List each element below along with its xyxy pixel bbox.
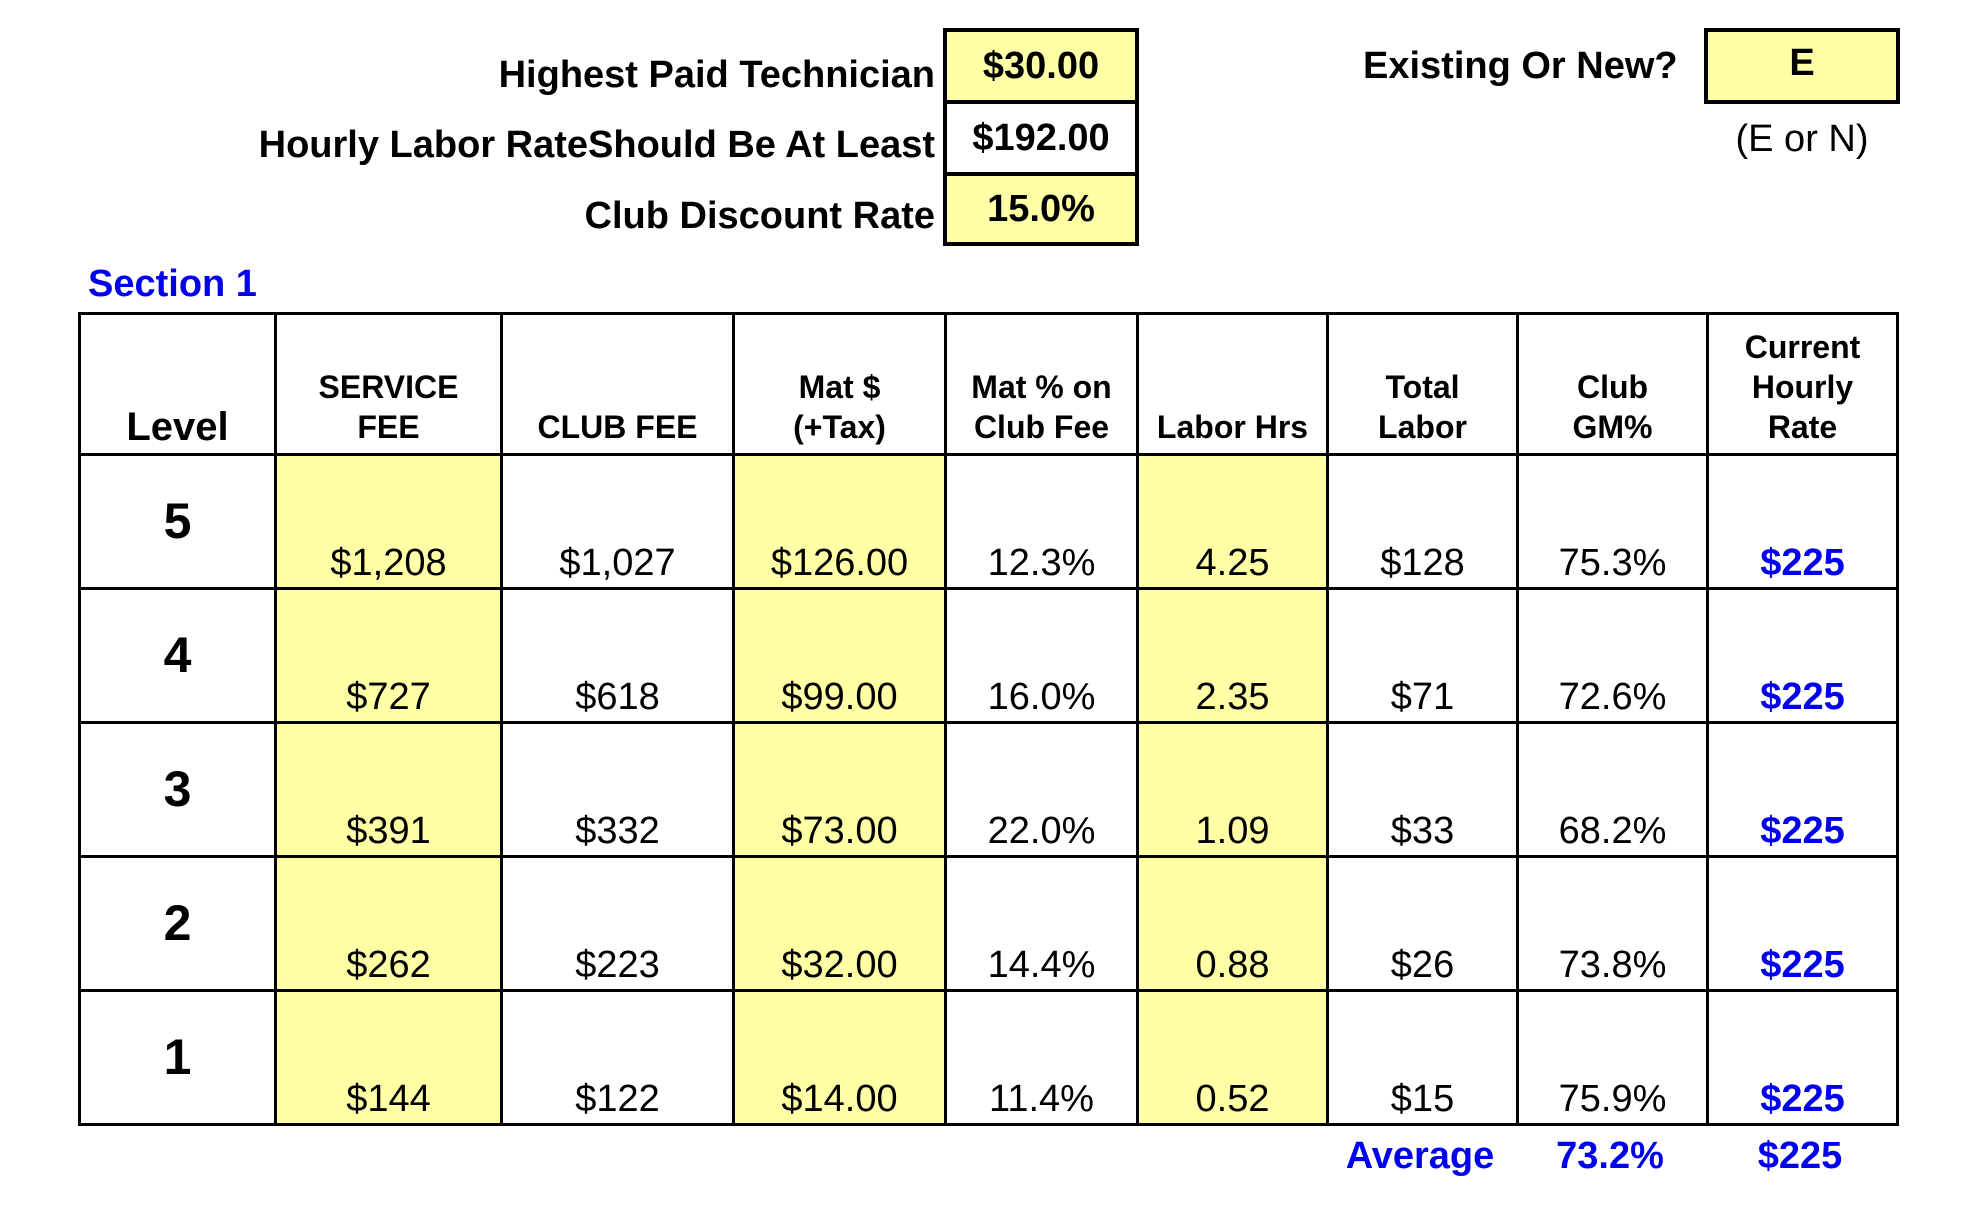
level-cell: 5 bbox=[80, 455, 276, 589]
club-fee-cell: $223 bbox=[502, 857, 734, 991]
labor-hrs-cell[interactable]: 4.25 bbox=[1138, 455, 1328, 589]
hourly-labor-rate-value: $192.00 bbox=[943, 100, 1139, 176]
pricing-table bbox=[78, 312, 1899, 1126]
mat-cell[interactable]: $14.00 bbox=[734, 991, 946, 1125]
existing-or-new-hint: (E or N) bbox=[1735, 118, 1869, 160]
service-fee-cell[interactable]: $262 bbox=[276, 857, 502, 991]
hourly-labor-rate-label: Hourly Labor RateShould Be At Least bbox=[258, 124, 935, 166]
club-gm-cell: 68.2% bbox=[1518, 723, 1708, 857]
hourly-rate-cell: $225 bbox=[1708, 723, 1898, 857]
club-fee-cell: $332 bbox=[502, 723, 734, 857]
header-total-labor: Total Labor bbox=[1328, 314, 1518, 455]
header-mat: Mat $ (+Tax) bbox=[734, 314, 946, 455]
mat-cell[interactable]: $73.00 bbox=[734, 723, 946, 857]
mat-cell[interactable]: $99.00 bbox=[734, 589, 946, 723]
club-fee-cell: $618 bbox=[502, 589, 734, 723]
labor-hrs-cell[interactable]: 0.52 bbox=[1138, 991, 1328, 1125]
service-fee-cell[interactable]: $144 bbox=[276, 991, 502, 1125]
mat-cell[interactable]: $32.00 bbox=[734, 857, 946, 991]
highest-paid-technician-label: Highest Paid Technician bbox=[498, 54, 935, 96]
level-cell: 4 bbox=[80, 589, 276, 723]
labor-hrs-cell[interactable]: 2.35 bbox=[1138, 589, 1328, 723]
club-gm-cell: 75.9% bbox=[1518, 991, 1708, 1125]
total-labor-cell: $33 bbox=[1328, 723, 1518, 857]
hourly-rate-cell: $225 bbox=[1708, 991, 1898, 1125]
total-labor-cell: $71 bbox=[1328, 589, 1518, 723]
labor-hrs-cell[interactable]: 1.09 bbox=[1138, 723, 1328, 857]
club-gm-cell: 73.8% bbox=[1518, 857, 1708, 991]
highest-paid-technician-input[interactable]: $30.00 bbox=[943, 28, 1139, 104]
service-fee-cell[interactable]: $1,208 bbox=[276, 455, 502, 589]
level-cell: 3 bbox=[80, 723, 276, 857]
mat-pct-cell: 16.0% bbox=[946, 589, 1138, 723]
header-service-fee: SERVICE FEE bbox=[276, 314, 502, 455]
mat-pct-cell: 22.0% bbox=[946, 723, 1138, 857]
table-row bbox=[80, 857, 1898, 991]
club-gm-cell: 72.6% bbox=[1518, 589, 1708, 723]
mat-pct-cell: 14.4% bbox=[946, 857, 1138, 991]
labor-hrs-cell[interactable]: 0.88 bbox=[1138, 857, 1328, 991]
average-club-gm: 73.2% bbox=[1556, 1135, 1664, 1177]
club-discount-rate-label: Club Discount Rate bbox=[584, 195, 935, 237]
table-row bbox=[80, 589, 1898, 723]
total-labor-cell: $26 bbox=[1328, 857, 1518, 991]
hourly-rate-cell: $225 bbox=[1708, 589, 1898, 723]
existing-or-new-label: Existing Or New? bbox=[1363, 45, 1678, 87]
total-labor-cell: $128 bbox=[1328, 455, 1518, 589]
table-row bbox=[80, 723, 1898, 857]
club-fee-cell: $1,027 bbox=[502, 455, 734, 589]
table-row bbox=[80, 455, 1898, 589]
header-club-gm: Club GM% bbox=[1518, 314, 1708, 455]
header-club-fee: CLUB FEE bbox=[502, 314, 734, 455]
level-cell: 1 bbox=[80, 991, 276, 1125]
average-hourly-rate: $225 bbox=[1757, 1135, 1843, 1177]
section-title: Section 1 bbox=[88, 263, 257, 305]
hourly-rate-cell: $225 bbox=[1708, 455, 1898, 589]
level-cell: 2 bbox=[80, 857, 276, 991]
existing-or-new-input[interactable]: E bbox=[1704, 28, 1900, 104]
header-hourly-rate: Current Hourly Rate bbox=[1708, 314, 1898, 455]
club-gm-cell: 75.3% bbox=[1518, 455, 1708, 589]
mat-pct-cell: 12.3% bbox=[946, 455, 1138, 589]
average-label: Average bbox=[1345, 1135, 1495, 1177]
mat-pct-cell: 11.4% bbox=[946, 991, 1138, 1125]
club-fee-cell: $122 bbox=[502, 991, 734, 1125]
total-labor-cell: $15 bbox=[1328, 991, 1518, 1125]
header-mat-pct: Mat % on Club Fee bbox=[946, 314, 1138, 455]
mat-cell[interactable]: $126.00 bbox=[734, 455, 946, 589]
service-fee-cell[interactable]: $391 bbox=[276, 723, 502, 857]
service-fee-cell[interactable]: $727 bbox=[276, 589, 502, 723]
club-discount-rate-input[interactable]: 15.0% bbox=[943, 172, 1139, 246]
header-level: Level bbox=[80, 314, 276, 455]
hourly-rate-cell: $225 bbox=[1708, 857, 1898, 991]
header-row bbox=[80, 314, 1898, 455]
header-labor-hrs: Labor Hrs bbox=[1138, 314, 1328, 455]
table-row bbox=[80, 991, 1898, 1125]
